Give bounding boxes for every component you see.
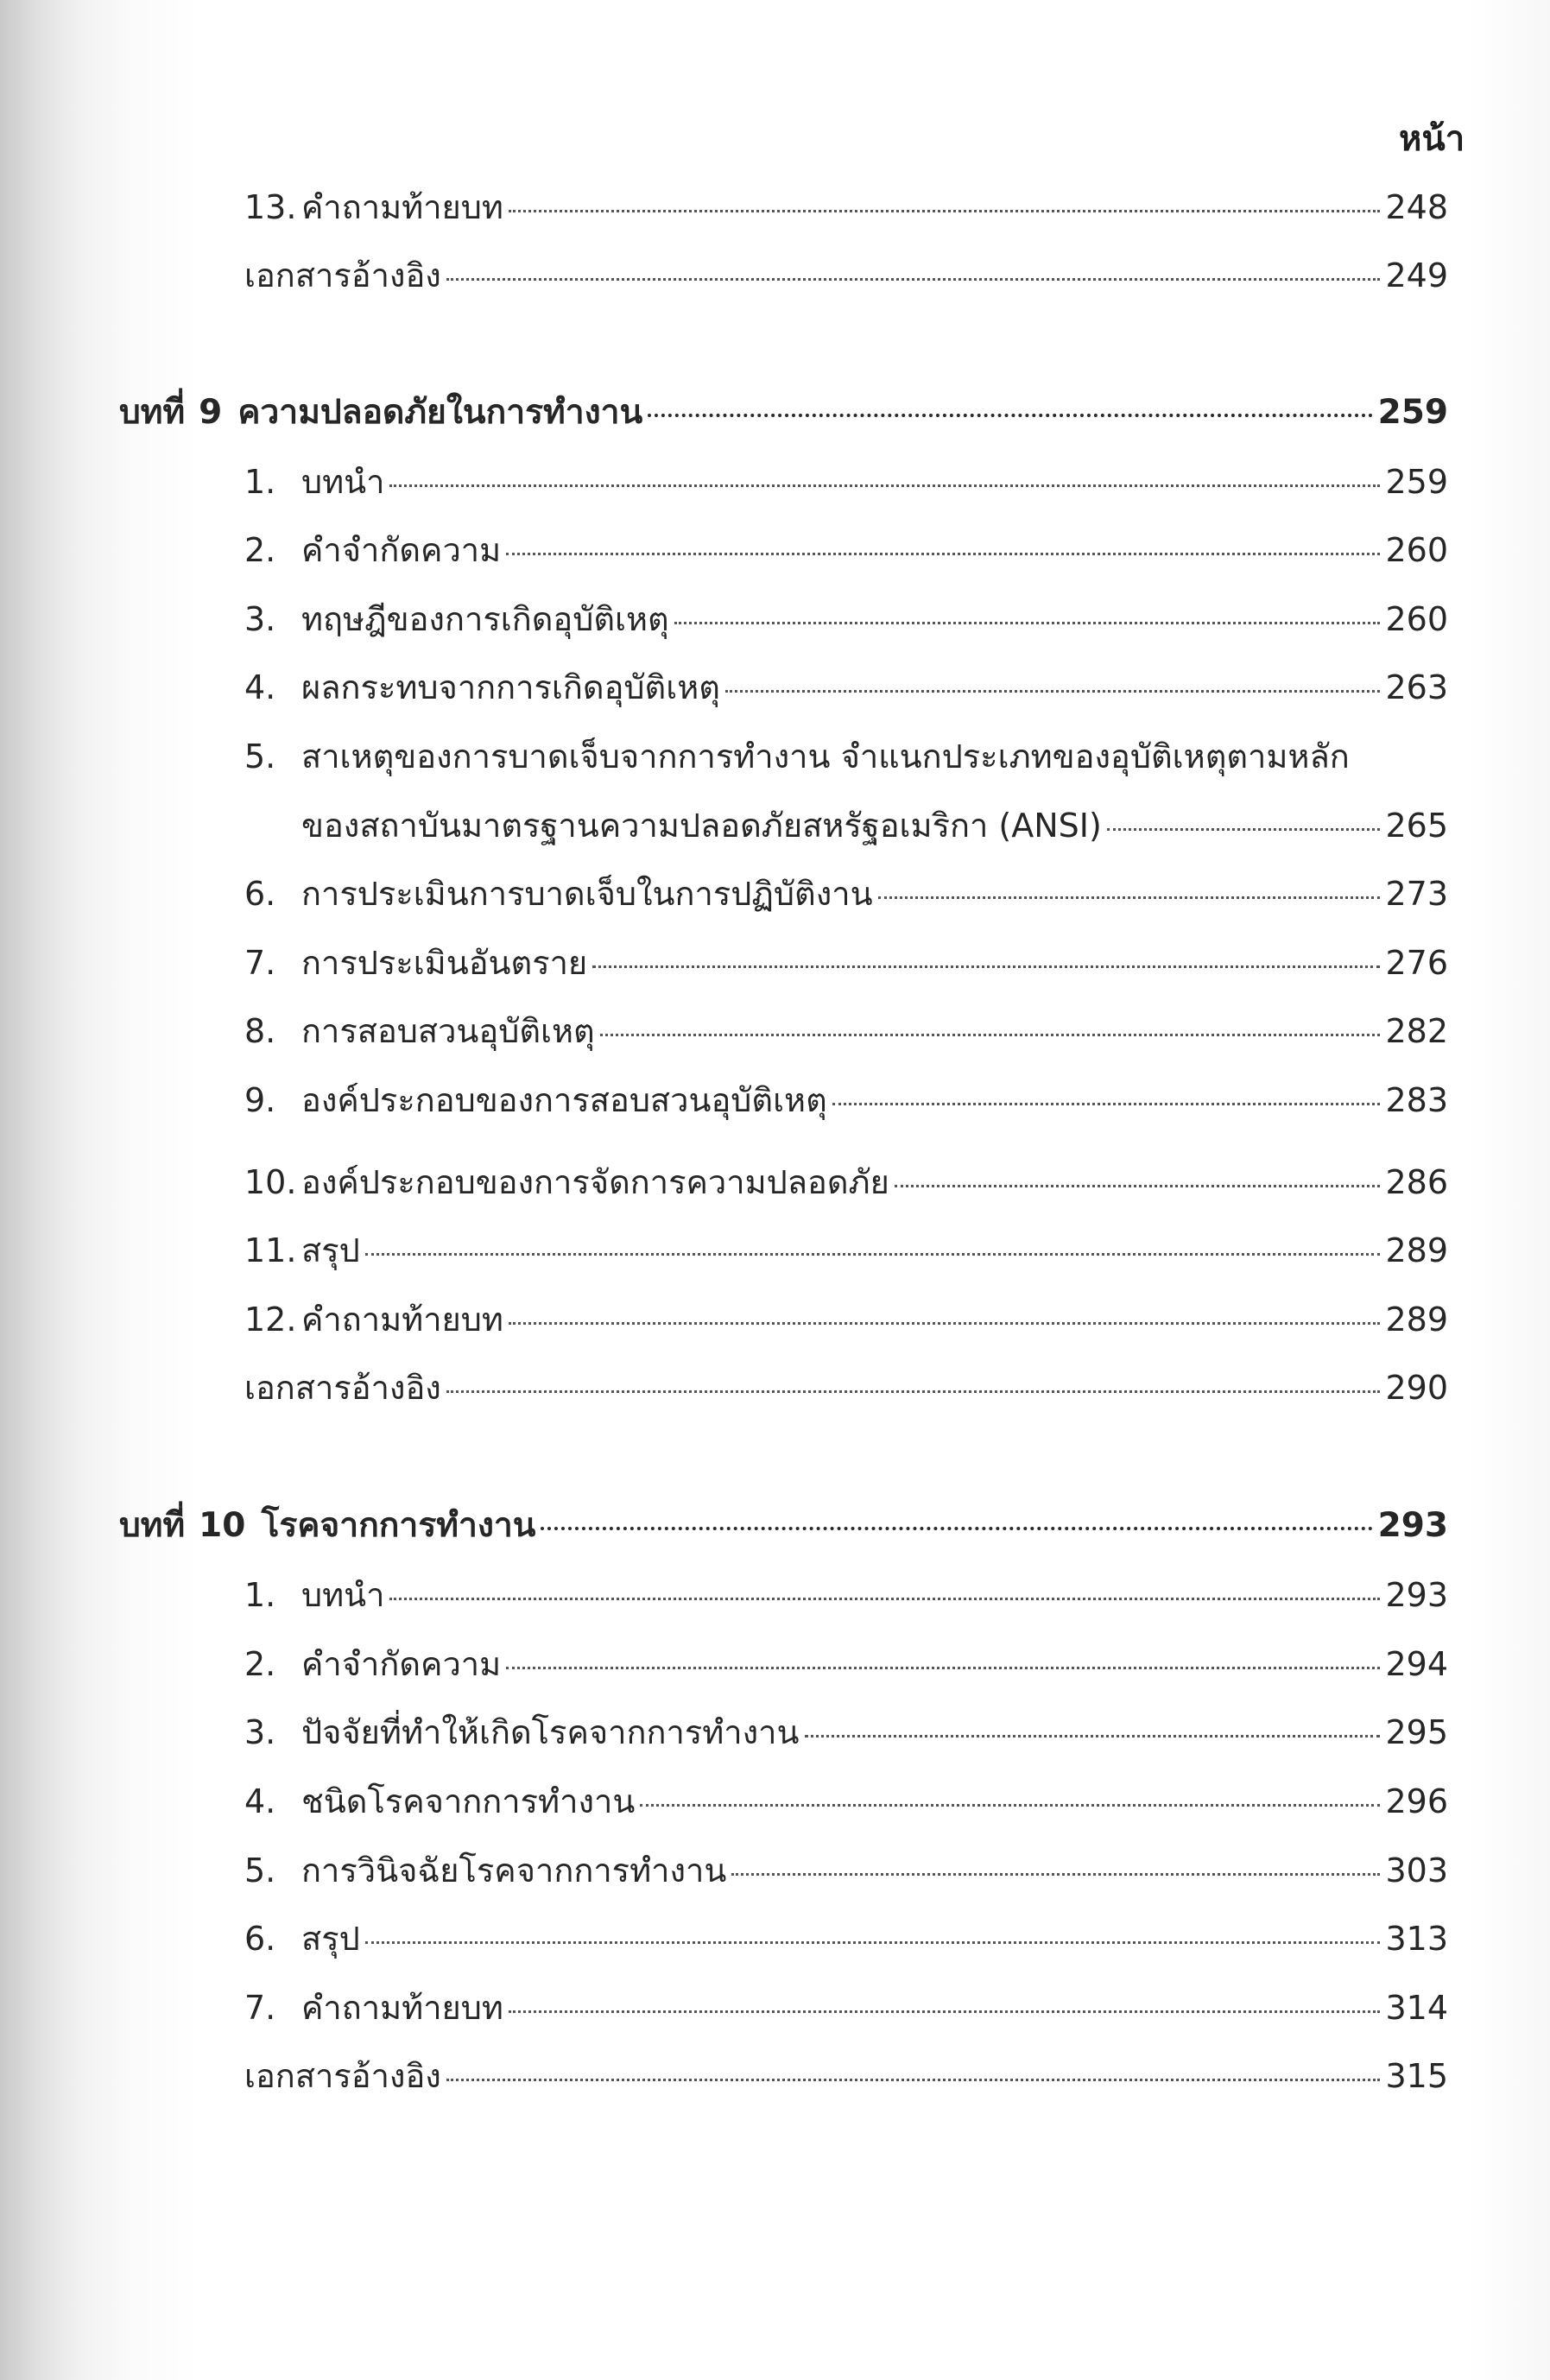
entry-title: คำจำกัดความ	[301, 531, 502, 569]
toc-entry	[244, 462, 1448, 502]
entry-page: 303	[1385, 1851, 1448, 1889]
entry-title: ผลกระทบจากการเกิดอุบัติเหตุ	[301, 668, 720, 706]
entry-page: 289	[1385, 1231, 1448, 1269]
toc-entry	[244, 1231, 1448, 1270]
dot-leader	[541, 1527, 1372, 1530]
dot-leader	[878, 896, 1381, 899]
toc-references-entry	[244, 1368, 1448, 1408]
entry-title: สาเหตุของการบาดเจ็บจากการทำงาน จำแนกประเภทของอุบัติเหตุตามหลัก	[301, 737, 1350, 775]
entry-title: เอกสารอ้างอิง	[244, 1369, 441, 1407]
dot-leader	[895, 1185, 1381, 1187]
entry-number: 4.	[244, 668, 276, 706]
dot-leader	[389, 484, 1380, 487]
toc-entry	[244, 874, 1448, 914]
dot-leader	[725, 690, 1381, 693]
entry-title: เอกสารอ้างอิง	[244, 256, 441, 294]
dot-leader	[1107, 828, 1381, 831]
dot-leader	[509, 210, 1380, 212]
entry-title: องค์ประกอบของการสอบสวนอุบัติเหตุ	[301, 1081, 827, 1119]
entry-page: 295	[1385, 1713, 1448, 1751]
entry-title: คำถามท้ายบท	[301, 188, 503, 226]
toc-entry	[244, 668, 1448, 707]
chapter-heading-10	[119, 1506, 1448, 1546]
dot-leader	[506, 1667, 1380, 1669]
dot-leader	[446, 278, 1381, 281]
entry-number: 7.	[244, 944, 276, 982]
entry-title: ปัจจัยที่ทำให้เกิดโรคจากการทำงาน	[301, 1713, 800, 1751]
dot-leader	[600, 1034, 1381, 1036]
entry-page: 283	[1385, 1081, 1448, 1119]
entry-page: 260	[1385, 531, 1448, 569]
dot-leader	[365, 1941, 1381, 1944]
toc-entry	[244, 1782, 1448, 1821]
entry-number: 1.	[244, 1576, 276, 1614]
entry-title: บทนำ	[301, 463, 385, 501]
entry-title: ชนิดโรคจากการทำงาน	[301, 1782, 636, 1820]
entry-number: 10.	[244, 1163, 297, 1201]
entry-number: 12.	[244, 1301, 297, 1339]
toc-entry	[244, 1575, 1448, 1615]
entry-page: 294	[1385, 1645, 1448, 1683]
chapter-number: 10	[199, 1506, 246, 1545]
toc-entry	[244, 1919, 1448, 1959]
entry-number: 3.	[244, 600, 276, 638]
dot-leader	[389, 1598, 1380, 1600]
toc-entry	[244, 187, 1448, 227]
toc-references-entry	[244, 2056, 1448, 2096]
page-column-header: หน้า	[1399, 119, 1465, 159]
dot-leader	[731, 1873, 1380, 1876]
toc-entry-continuation	[301, 806, 1448, 845]
dot-leader	[592, 965, 1380, 968]
entry-page: 273	[1385, 875, 1448, 913]
entry-title: การประเมินอันตราย	[301, 944, 588, 982]
entry-page: 289	[1385, 1301, 1448, 1339]
entry-page: 313	[1385, 1920, 1448, 1958]
entry-page: 263	[1385, 668, 1448, 706]
entry-number: 9.	[244, 1081, 276, 1119]
dot-leader	[648, 414, 1372, 417]
dot-leader	[640, 1804, 1380, 1807]
entry-title: องค์ประกอบของการจัดการความปลอดภัย	[301, 1163, 889, 1201]
entry-page: 248	[1385, 188, 1448, 226]
toc-entry	[244, 943, 1448, 983]
entry-title: เอกสารอ้างอิง	[244, 2057, 441, 2095]
dot-leader	[365, 1253, 1381, 1256]
chapter-page: 293	[1377, 1506, 1448, 1545]
toc-entry	[244, 1080, 1448, 1120]
entry-number: 5.	[244, 737, 276, 775]
entry-number: 1.	[244, 463, 276, 501]
toc-entry	[244, 1300, 1448, 1339]
entry-page: 282	[1385, 1012, 1448, 1050]
entry-page: 259	[1385, 463, 1448, 501]
entry-title: สรุป	[301, 1920, 360, 1958]
entry-number: 6.	[244, 875, 276, 913]
toc-entry	[244, 1851, 1448, 1890]
dot-leader	[446, 1390, 1381, 1393]
entry-number: 3.	[244, 1713, 276, 1751]
entry-number: 2.	[244, 1645, 276, 1683]
entry-number: 13.	[244, 188, 297, 226]
entry-number: 2.	[244, 531, 276, 569]
chapter-prefix: บทที่	[119, 1506, 186, 1545]
entry-page: 314	[1385, 1989, 1448, 2027]
dot-leader	[509, 2010, 1380, 2013]
entry-title-continuation: ของสถาบันมาตรฐานความปลอดภัยสหรัฐอเมริกา (ANSI)	[301, 807, 1102, 845]
dot-leader	[805, 1735, 1381, 1738]
entry-number: 8.	[244, 1012, 276, 1050]
toc-entry	[244, 599, 1448, 639]
entry-title: ทฤษฎีของการเกิดอุบัติเหตุ	[301, 600, 669, 638]
chapter-page: 259	[1377, 393, 1448, 432]
chapter-title: โรคจากการทำงาน	[261, 1506, 536, 1545]
entry-title: การประเมินการบาดเจ็บในการปฏิบัติงาน	[301, 875, 873, 913]
dot-leader	[509, 1322, 1380, 1325]
toc-references-entry	[244, 256, 1448, 295]
entry-page: 296	[1385, 1782, 1448, 1820]
entry-title: บทนำ	[301, 1576, 385, 1614]
dot-leader	[446, 2079, 1381, 2081]
entry-page: 249	[1385, 256, 1448, 294]
toc-entry	[244, 1988, 1448, 2028]
chapter-title: ความปลอดภัยในการทำงาน	[237, 393, 643, 432]
toc-entry	[244, 1011, 1448, 1051]
dot-leader	[506, 553, 1380, 555]
toc-entry	[244, 737, 1448, 776]
entry-number: 5.	[244, 1851, 276, 1889]
entry-number: 4.	[244, 1782, 276, 1820]
toc-entry	[244, 530, 1448, 570]
entry-page: 315	[1385, 2057, 1448, 2095]
entry-page: 290	[1385, 1369, 1448, 1407]
toc-entry	[244, 1712, 1448, 1752]
dot-leader	[832, 1103, 1381, 1105]
entry-title: คำจำกัดความ	[301, 1645, 502, 1683]
chapter-number: 9	[199, 393, 223, 432]
chapter-heading-9	[119, 393, 1448, 433]
entry-title: คำถามท้ายบท	[301, 1989, 503, 2027]
entry-page: 286	[1385, 1163, 1448, 1201]
entry-title: การสอบสวนอุบัติเหตุ	[301, 1012, 595, 1050]
entry-page: 276	[1385, 944, 1448, 982]
entry-number: 11.	[244, 1231, 297, 1269]
entry-title: คำถามท้ายบท	[301, 1301, 503, 1339]
entry-number: 6.	[244, 1920, 276, 1958]
entry-page: 265	[1385, 807, 1448, 845]
toc-entry	[244, 1162, 1448, 1202]
entry-number: 7.	[244, 1989, 276, 2027]
entry-title: การวินิจฉัยโรคจากการทำงาน	[301, 1851, 727, 1889]
entry-title: สรุป	[301, 1231, 360, 1269]
toc-entry	[244, 1644, 1448, 1684]
entry-page: 293	[1385, 1576, 1448, 1614]
dot-leader	[674, 622, 1381, 624]
entry-page: 260	[1385, 600, 1448, 638]
chapter-prefix: บทที่	[119, 393, 186, 432]
